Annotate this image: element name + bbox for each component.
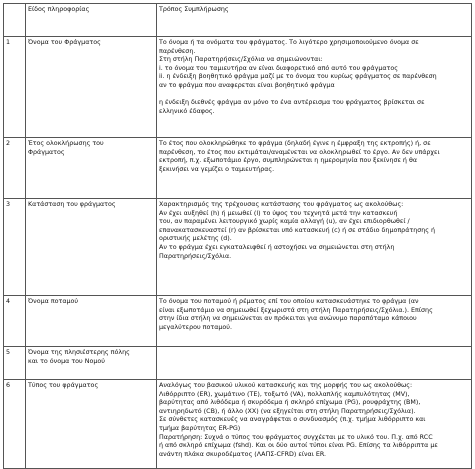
- table-row: [4, 347, 472, 380]
- row-label: [26, 347, 157, 380]
- row-label: [26, 296, 157, 347]
- row-description: [157, 296, 472, 347]
- row-description: [157, 199, 472, 296]
- label-line: Έτος ολοκλήρωσης του: [28, 140, 104, 147]
- row-number: 3: [4, 199, 26, 296]
- label-line: Όνομα του Φράγματος: [28, 39, 101, 46]
- header-row: [4, 4, 472, 37]
- label-line: και το όνομα του Νομού: [28, 357, 105, 365]
- description-line: Το όνομα ή τα ονόματα του φράγματος. Το λιγότερο χρησιμοποιούμενο όνομα σε: [159, 39, 419, 46]
- description-line: ελληνικό έδαφος.: [159, 107, 215, 115]
- description-line: βαρύτητας από λιθόδεμα ή σκυρόδεμα ή σκληρό επίχωμα (PG), ρουφράχτης (BM),: [159, 399, 421, 407]
- table-row: [4, 380, 472, 469]
- header-fill-method: Τρόπος Συμπλήρωσης: [157, 4, 472, 37]
- description-line: ανάντη πλάκα σκυροδέματος (ΛΑΠΣ-CFRD) είναι ER.: [159, 450, 327, 458]
- dam-info-table: [3, 3, 472, 469]
- table-row: [4, 296, 472, 347]
- description-line: Σε σύνθετες κατασκευές να αναγράφεται ο συνδυασμός (π.χ. τμήμα λιθόρριπτο και: [159, 416, 426, 424]
- description-line: Λιθόρριπτο (ER), χωμάτινο (TE), τοξωτό (VA), πολλαπλής καμπυλότητας (MV),: [159, 390, 410, 398]
- row-number: 1: [4, 37, 26, 138]
- description-line: [159, 91, 469, 100]
- description-line: Στη στήλη Παρατηρήσεις/Σχόλια να σημειώνονται:: [159, 56, 323, 64]
- row-number: 2: [4, 138, 26, 199]
- row-description: [157, 380, 472, 469]
- description-line: αν το φράγμα που αναφερεται είναι βοηθητικό φράγμα: [159, 81, 335, 89]
- description-line: παρένθεση.: [159, 47, 196, 55]
- label-line: Φράγματος: [28, 148, 65, 156]
- description-line: Αν έχει αυξηθεί (h) ή μειωθεί (l) το ύψος του τεχνητά μετά την κατασκευή: [159, 209, 398, 217]
- description-line: μεγαλύτερου ποταμού.: [159, 323, 232, 331]
- description-line: Αν το φράγμα έχει εγκαταλειφθεί ή αστοχήσει να σημειώνεται στη στήλη: [159, 243, 395, 251]
- row-label: [26, 380, 157, 469]
- description-line: Το έτος που ολοκληρώθηκε το φράγμα (δηλαδή έγινε η έμφραξη της εκτροπής) ή, σε: [159, 140, 431, 147]
- label-line: Τύπος του φράγματος: [28, 382, 99, 389]
- description-line: ii. η ένδειξη βοηθητικό φράγμα μαζί με το όνομα του κυρίως φράγματος σε παρένθεση: [159, 73, 437, 81]
- description-line: είναι εξωποτάμιο να σημειωθεί ξεχωριστά στη στήλη Παρατηρήσεις/Σχόλια.). Επίσης: [159, 306, 433, 314]
- description-line: Αναλόγως του βασικού υλικού κατασκευής και της μορφής του ως ακολούθως:: [159, 382, 413, 389]
- row-label: [26, 138, 157, 199]
- row-number: 5: [4, 347, 26, 380]
- label-line: Όνομα της πλησιέστερης πόλης: [28, 349, 130, 356]
- table-row: [4, 138, 472, 199]
- description-line: η ένδειξη διεθνές φράγμα αν μόνο το ένα αντέρεισμα του φράγματος βρίσκεται σε: [159, 99, 425, 107]
- description-line: ξεκινήσει να γεμίζει ο ταμιευτήρας.: [159, 165, 275, 173]
- description-line: οριστικής μελέτης (d).: [159, 235, 232, 243]
- row-description: [157, 138, 472, 199]
- row-label: [26, 37, 157, 138]
- description-line: Το όνομα του ποταμού ή ρέματος επί του οποίου κατασκευάστηκε το φράγμα (αν: [159, 298, 419, 305]
- description-line: επανακατασκευαστεί (r) αν βρίσκεται υπό κατασκευή (c) ή σε στάδιο δημοπράτησης ή: [159, 226, 436, 234]
- header-info-type: Είδος πληροφορίας: [26, 4, 157, 37]
- label-line: Κατάσταση του φράγματος: [28, 201, 116, 208]
- description-line: Χαρακτηρισμός της τρέχουσας κατάστασης του φράγματος ως ακολούθως:: [159, 201, 404, 208]
- description-line: αντιηρηδωτό (CB), ή άλλο (XX) (να εξηγείται στη στήλη Παρατηρήσεις/Σχόλια).: [159, 407, 416, 415]
- description-line: i. το όνομα του ταμιευτήρα αν είναι διαφορετικό από αυτό του φράγματος: [159, 64, 398, 72]
- label-line: Όνομα ποταμού: [28, 298, 79, 305]
- row-label: [26, 199, 157, 296]
- row-number: 4: [4, 296, 26, 347]
- table-row: [4, 199, 472, 296]
- header-number-cell: [4, 4, 26, 37]
- row-description: [157, 37, 472, 138]
- description-line: παρένθεση, το έτος που εκτιμάται/αναμένεται να ολοκληρωθεί το έργο. Αν δεν υπάρχει: [159, 148, 440, 156]
- description-line: Παρατηρήσεις/Σχόλια.: [159, 252, 232, 260]
- description-line: ή από σκληρό επίχωμα (fshd). Και οι δύο αυτοί τύποι είναι PG. Επίσης τα λιθόρριπτα με: [159, 442, 438, 450]
- description-line: τμήμα βαρύτητας ER-PG): [159, 424, 241, 432]
- row-number: 6: [4, 380, 26, 469]
- description-line: του, αν παραμένει λειτουργικό χωρίς καμία αλλαγή (u), αν έχει επιδιορθωθεί /: [159, 218, 410, 226]
- description-line: στην ίδια στήλη να σημειώνεται αν πρόκειται για ανώνυμο παραπόταμο κάποιου: [159, 315, 417, 323]
- row-description: [157, 347, 472, 380]
- description-line: εκτροπή, π.χ. εξωποτάμιο έργο, συμπληρώνεται η ημερομηνία που ξεκίνησε ή θα: [159, 157, 418, 165]
- table-row: [4, 37, 472, 138]
- description-line: Παρατήρηση: Συχνά ο τύπος του φράγματος συγχέεται με το υλικό του. Π.χ. από RCC: [159, 433, 433, 441]
